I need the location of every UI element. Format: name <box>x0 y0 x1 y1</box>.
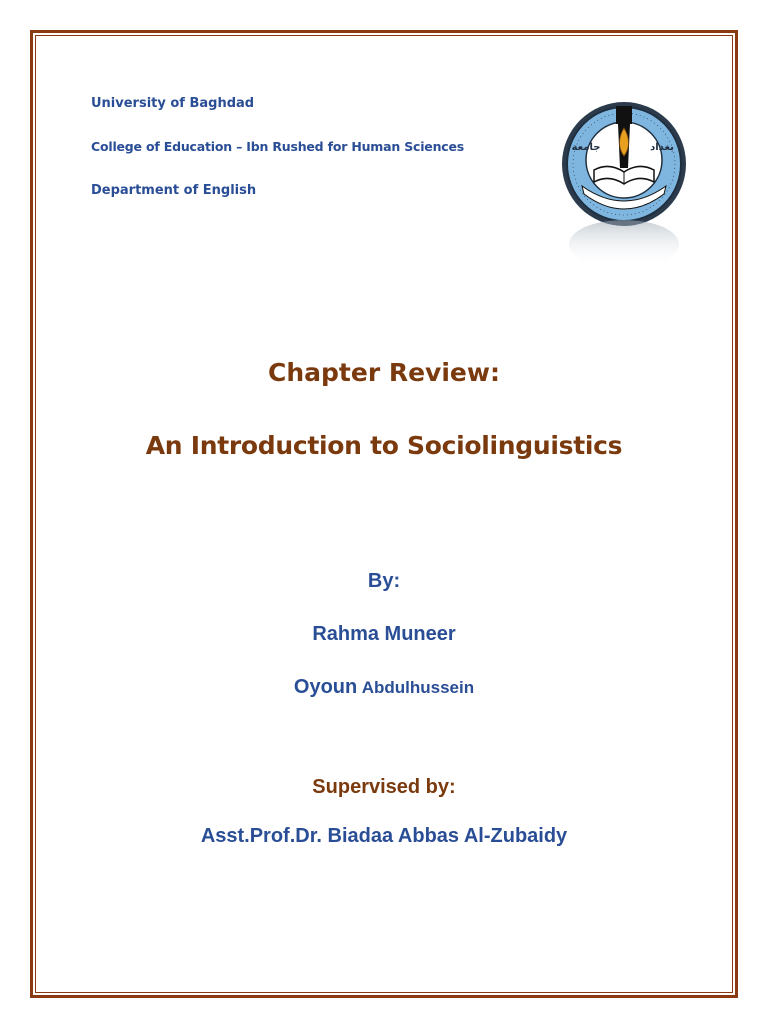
university-seal-icon <box>556 94 694 274</box>
seal-text-left: جامعة <box>571 142 601 153</box>
document-title-line1: Chapter Review: <box>268 358 500 387</box>
university-name: University of Baghdad <box>91 96 255 111</box>
college-name: College of Education – Ibn Rushed for Human Sciences <box>91 139 464 154</box>
author-name-1: Rahma Muneer <box>312 623 456 645</box>
department-name: Department of English <box>91 183 257 198</box>
author2-first-name: Oyoun <box>293 676 358 698</box>
seal-text-right: بغداد <box>650 142 674 153</box>
author2-last-name: Abdulhussein <box>361 678 475 697</box>
author-name-2 <box>0 676 768 699</box>
supervisor-name: Asst.Prof.Dr. Biadaa Abbas Al-Zubaidy <box>200 825 568 847</box>
document-title-line2: An Introduction to Sociolinguistics <box>145 431 623 460</box>
by-label: By: <box>367 570 401 592</box>
supervised-by-label: Supervised by: <box>312 776 456 798</box>
